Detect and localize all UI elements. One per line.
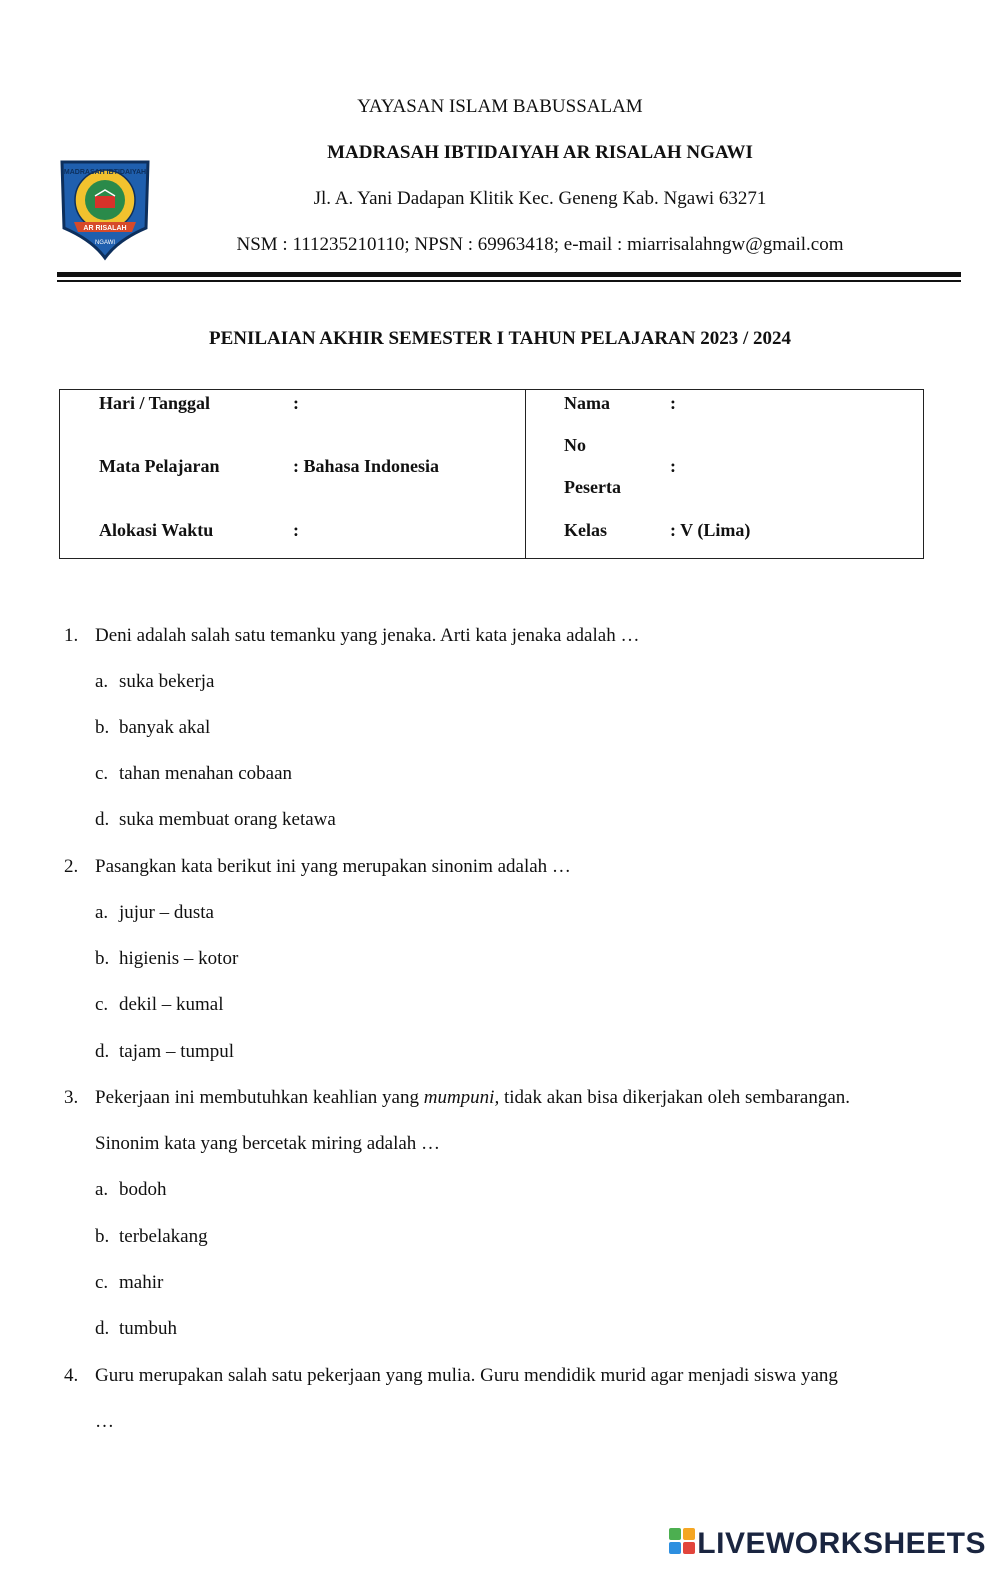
class-label: Kelas <box>564 520 607 540</box>
question-text <box>95 1086 850 1110</box>
class-value: : V (Lima) <box>670 520 751 540</box>
option-text[interactable]: tahan menahan cobaan <box>119 763 293 784</box>
liveworksheets-brand[interactable] <box>669 1527 986 1562</box>
question-text: Guru merupakan salah satu pekerjaan yang mulia. Guru mendidik murid agar menjadi siswa yang <box>95 1365 838 1386</box>
participant-number-value[interactable]: : <box>670 456 676 476</box>
school-address: Jl. A. Yani Dadapan Klitik Kec. Geneng Kab. Ngawi 63271 <box>313 188 767 209</box>
option-text[interactable]: dekil – kumal <box>119 994 224 1015</box>
option-text[interactable]: mahir <box>119 1272 164 1293</box>
italic-word: mumpuni, <box>423 1087 500 1108</box>
question-text: Deni adalah salah satu temanku yang jenaka. Arti kata jenaka adalah … <box>95 625 640 646</box>
option-text[interactable]: suka membuat orang ketawa <box>119 809 336 830</box>
option-text[interactable]: suka bekerja <box>119 671 215 692</box>
option-letter[interactable]: a. <box>95 1179 109 1200</box>
question-number: 1. <box>64 625 79 646</box>
subject-label: Mata Pelajaran <box>99 456 220 476</box>
option-letter[interactable]: b. <box>95 948 110 969</box>
name-value[interactable]: : <box>670 393 676 413</box>
option-letter[interactable]: b. <box>95 1226 110 1247</box>
option-text[interactable]: terbelakang <box>119 1226 208 1247</box>
option-letter[interactable]: d. <box>95 809 110 830</box>
question-text-after: tidak akan bisa dikerjakan oleh sembarangan. <box>499 1087 851 1108</box>
option-letter[interactable]: a. <box>95 671 109 692</box>
identity-table <box>59 389 924 559</box>
time-allocation-value[interactable]: : <box>293 520 299 540</box>
question-text-line2: Sinonim kata yang bercetak miring adalah … <box>95 1133 441 1154</box>
question-text-before: Pekerjaan ini membutuhkan keahlian yang <box>95 1087 424 1108</box>
option-letter[interactable]: c. <box>95 763 109 784</box>
day-date-label: Hari / Tanggal <box>99 393 211 413</box>
option-text[interactable]: jujur – dusta <box>119 902 214 923</box>
name-label: Nama <box>564 393 610 413</box>
option-letter[interactable]: d. <box>95 1318 110 1339</box>
option-text[interactable]: banyak akal <box>119 717 211 738</box>
participant-number-label-line1: No <box>564 435 586 455</box>
question-number: 4. <box>64 1365 79 1386</box>
liveworksheets-brand-text: LIVEWORKSHEETS <box>697 1527 986 1560</box>
option-letter[interactable]: a. <box>95 902 109 923</box>
option-text[interactable]: bodoh <box>119 1179 167 1200</box>
foundation-name: YAYASAN ISLAM BABUSSALAM <box>357 96 643 117</box>
liveworksheets-logo-icon <box>669 1528 695 1562</box>
svg-text:NGAWI: NGAWI <box>94 240 116 246</box>
day-date-value[interactable]: : <box>293 393 299 413</box>
option-text[interactable]: tajam – tumpul <box>119 1041 235 1062</box>
option-letter[interactable]: c. <box>95 1272 109 1293</box>
option-letter[interactable]: d. <box>95 1041 110 1062</box>
option-letter[interactable]: c. <box>95 994 109 1015</box>
time-allocation-label: Alokasi Waktu <box>99 520 214 540</box>
identity-divider <box>525 390 526 558</box>
question-number: 2. <box>64 856 79 877</box>
exam-title: PENILAIAN AKHIR SEMESTER I TAHUN PELAJARAN 2023 / 2024 <box>208 328 792 349</box>
svg-text:MADRASAH IBTIDAIYAH: MADRASAH IBTIDAIYAH <box>63 169 147 176</box>
school-logo <box>58 158 152 262</box>
participant-number-label-line2: Peserta <box>564 477 621 497</box>
subject-value: : Bahasa Indonesia <box>293 456 440 476</box>
header-divider <box>57 272 961 277</box>
option-text[interactable]: tumbuh <box>119 1318 178 1339</box>
header-divider-thin <box>57 280 961 282</box>
option-letter[interactable]: b. <box>95 717 110 738</box>
question-text-line2: … <box>95 1411 114 1432</box>
question-number: 3. <box>64 1087 79 1108</box>
option-text[interactable]: higienis – kotor <box>119 948 239 969</box>
question-text: Pasangkan kata berikut ini yang merupakan sinonim adalah … <box>95 856 571 877</box>
school-name: MADRASAH IBTIDAIYAH AR RISALAH NGAWI <box>327 142 753 163</box>
svg-text:AR RISALAH: AR RISALAH <box>83 225 127 232</box>
school-identifiers: NSM : 111235210110; NPSN : 69963418; e-mail : miarrisalahngw@gmail.com <box>236 234 844 255</box>
